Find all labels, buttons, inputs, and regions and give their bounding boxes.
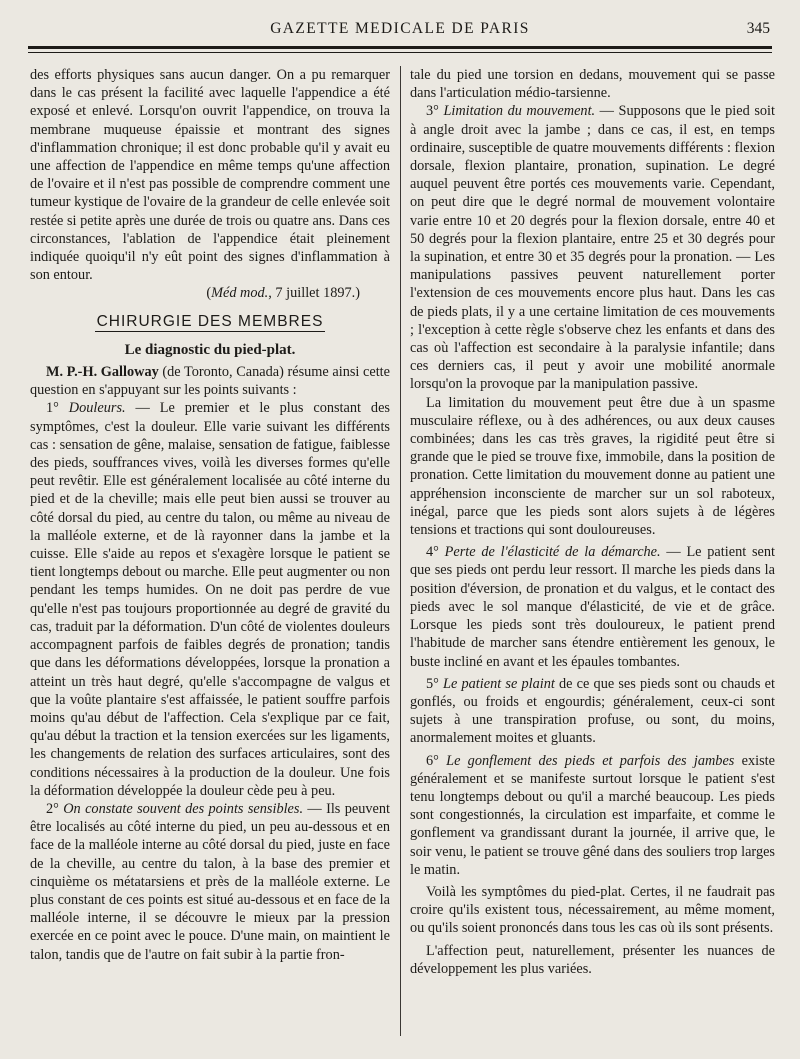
item-2-text: — Ils peuvent être localisés au côté interne du pied, un peu au-dessous et en face de la malléole interne au côté dorsal du pied, juste en face de la cheville, au centre du talon, à la base des premier et cinquième os métatarsiens et près de la malléole externe. Le plus constant de ces points est situé au-dessous et en face de la malléole interne, il se découvre le mieux par la pression exercée en ce point avec le pouce. D'une main, on maintient le talon, tandis que de l'autre on fait subir à la partie fron- [30,800,390,963]
paragraph-symptoms-summary: Voilà les symptômes du pied-plat. Certes, il ne faudrait pas croire qu'ils existent tous, nécessairement, au même moment, ou qu'ils soient prononcés dans tous les cas où ils sont présents. [410,883,775,937]
page-number: 345 [746,20,770,37]
item-4-number: 4° [426,544,445,561]
header-rule-thick [28,46,772,49]
item-5-number: 5° [426,675,444,692]
item-1-label: Douleurs. [68,400,126,417]
item-6-label: Le gonflement des pieds et parfois des jambes [446,752,735,769]
header-rule-thin [28,52,772,53]
item-3-text: — Supposons que le pied soit à angle droit avec la jambe ; dans ce cas, il est, en temps ordinaire, susceptible de quatre mouvements différents : flexion dorsale, flexion plantaire, pronation, supination. Le degré auquel peuvent être portés ces mouvements varie. Cependant, on peut dire que le degré normal de mouvement volontaire varie entre 10 et 20 degrés pour la flexion dorsale, entre 40 et 50 degrés pour la flexion plantaire, entre 25 et 30 degrés pour la supination, et entre 30 et 35 degrés pour la pronation. — Les manipulations passives peuvent naturellement porter l'extension de ces mouvements encore plus haut. Dans les cas de pieds plats, il y a une certaine limitation de ces mouvements ; l'exception à cette règle s'observe chez les enfants et dans des cas où l'affection est secondaire à la paralysie infantile; dans ces derniers cas, il peut y avoir une mobilité anormale lorsqu'on la provoque par la manipulation passive. [410,103,775,393]
column-divider [400,66,401,1036]
article-title: Le diagnostic du pied-plat. [124,341,296,358]
item-6-text: existe généralement et se manifeste surtout lorsque le patient s'est tenu longtemps debout ou qu'il a marché beaucoup. Les pieds sont congestionnés, la circulation est imparfaite, et comme le gonflement va grandissant durant la journée, il arrive que, le soir venu, le patient se trouve gêné dans des souliers trop larges le matin. [410,752,775,878]
paragraph-item-4 [410,543,775,670]
section-heading [30,313,390,331]
paragraph-item-1 [30,399,390,799]
item-3-label: Limitation du mouvement. [443,103,596,120]
item-3-number: 3° [426,103,444,120]
item-1-text: — Le premier et le plus constant des symptômes, c'est la douleur. Elle varie suivant les différents cas : sensation de gêne, malaise, sensation de fatigue, faiblesse des pieds, souffrances vives, voilà les diverses formes qu'elle peut revêtir. Elle est généralement localisée au côté interne du pied et de la cheville; mais elle peut bien aussi se trouver au côté dorsal du pied, au centre du talon, ou même au niveau de la malléole externe, et de là rayonner dans la jambe et la cuisse. Elle s'aide au repos et s'exagère lorsque le patient se tient longtemps debout ou marche. Elle peut augmenter ou non pendant les temps humides. On ne doit pas perdre de vue qu'elle n'est pas toujours proportionnée au degré de gravité du cas, traduit par la déformation. D'un côté de violentes douleurs accompagnent parfois de faibles degrés de pronation; tandis que dans les déformations développées, lorsque la pronation a atteint un très haut degré, qu'elle s'accompagne de valgus et que la voûte plantaire s'est affaissée, le patient souffre parfois moins qu'au début de l'affection. Cela s'explique par ce fait, qu'au début la traction et la tension exercées sur les ligaments, les changements de relation des surfaces articulaires, sont des conditions nécessaires à la production de la douleur. Une fois la déformation développée la douleur cède peu à peu. [30,400,390,799]
citation-journal: Méd mod. [211,285,269,302]
citation-date: , 7 juillet 1897.) [268,285,360,302]
item-4-label: Perte de l'élasticité de la démarche. [444,544,661,561]
intro-text: (de Toronto, Canada) résume ainsi cette question en s'appuyant sur les points suivants : [30,364,390,399]
paragraph-item-5 [410,675,775,748]
item-2-label: On constate souvent des points sensibles. [63,800,304,817]
right-column [410,66,775,978]
citation [30,284,390,302]
paragraph-item-2-continued: tale du pied une torsion en dedans, mouvement qui se passe dans l'articulation médio-tarsienne. [410,67,775,102]
author-name: M. P.-H. Galloway [46,364,159,381]
paragraph-intro [30,363,390,399]
citation-open: ( [206,285,212,302]
paragraph-item-2 [30,800,390,964]
item-5-text: de ce que ses pieds sont ou chauds et gonflés, ou froids et engourdis; généralement, ceux-ci sont sujets à une transpiration profuse, ou sont, du moins, anormalement moites et gluants. [410,675,776,747]
running-title: GAZETTE MEDICALE DE PARIS [270,20,530,37]
item-5-label: Le patient se plaint [443,675,555,692]
item-4-text: — Le patient sent que ses pieds ont perdu leur ressort. Il marche les pieds dans la position d'éversion, de pronation et du valgus, et le contact des pieds avec le sol manque d'élasticité, de vie et de grâce. Lorsque les pieds sont très douloureux, le patient prend l'habitude de marcher sans étendre entièrement les genoux, le buste incliné en avant et les épaules tombantes. [410,544,775,670]
running-head [0,20,800,40]
item-1-number: 1° [46,400,69,417]
paragraph-limitation: La limitation du mouvement peut être due à un spasme musculaire réflexe, ou à des adhérences, ou aux deux causes combinées; dans les cas très graves, la rigidité peut être si grande que le pied se trouve fixe, immobile, dans la position de pronation. Cette limitation du mouvement donne au patient une appréhension inconsciente de marcher sur un sol raboteux, inégal, parce que les pieds sont alors sujets à de légères tensions et tractions qui sont douloureuses. [410,394,775,539]
paragraph-item-3 [410,102,775,393]
item-2-number: 2° [46,800,64,817]
paragraph-final: L'affection peut, naturellement, présenter les nuances de développement les plus variées. [410,942,775,977]
section-heading-text: CHIRURGIE DES MEMBRES [96,312,324,330]
item-6-number: 6° [426,752,447,769]
left-column [30,66,390,964]
paragraph-appendix-continued: des efforts physiques sans aucun danger. On a pu remarquer dans le cas présent la facilité avec laquelle l'appendice a été exposé et enlevé. Lorsqu'on ouvrit l'appendice, on trouva la membrane muqueuse épaissie et montrant des signes d'inflammation chronique; il est donc probable qu'il y avait eu une affection de l'appendice en même temps qu'une affection de l'ovaire et il n'est pas possible de comprendre comment une tumeur kystique de l'ovaire de la grandeur de celle enlevée soit restée si petite après une durée de trois ou quatre ans. Dans ces circonstances, l'ablation de l'appendice était pleinement indiquée quoiqu'il n'y eût point des signes d'inflammation à son entour. [30,67,390,284]
paragraph-item-6 [410,752,775,879]
